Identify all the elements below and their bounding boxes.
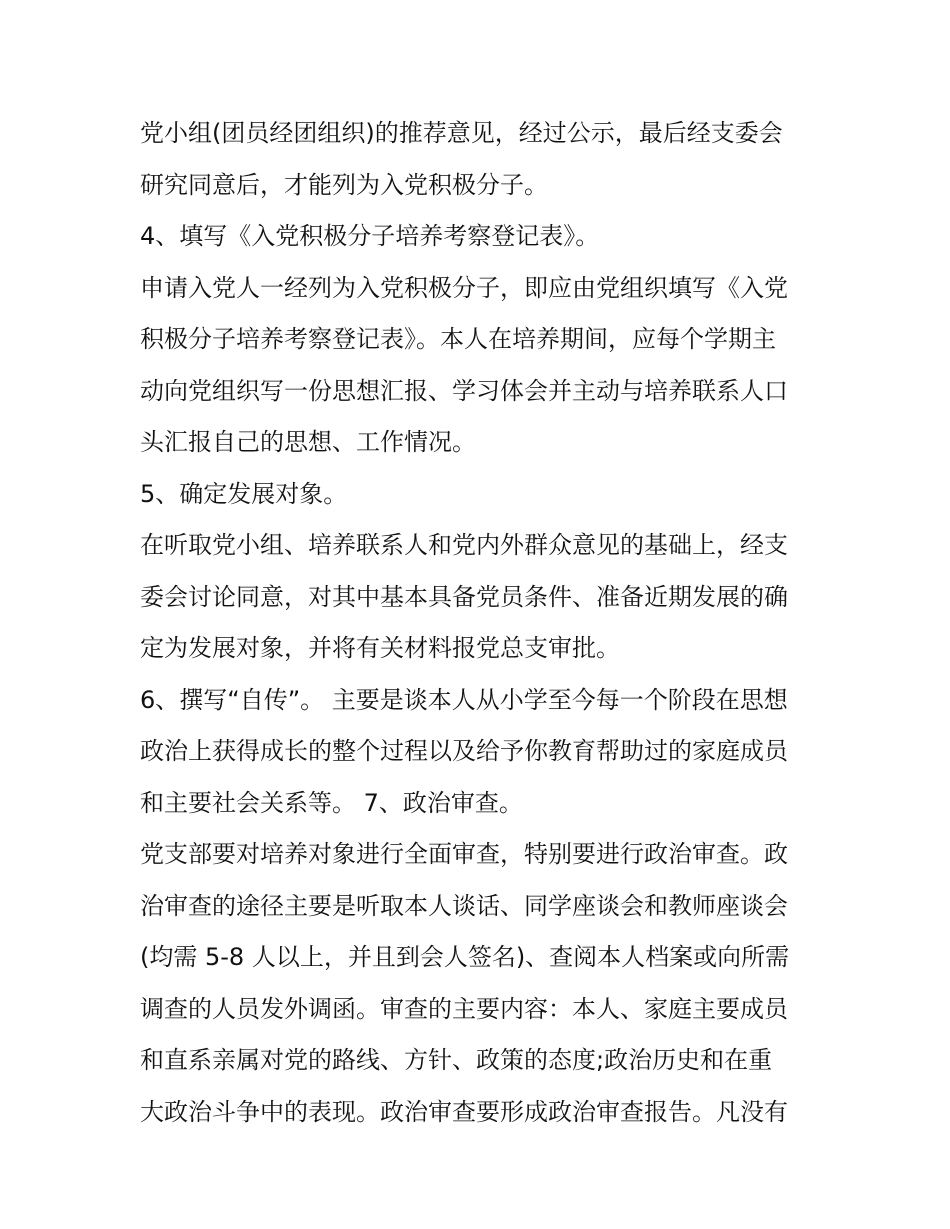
section-heading-4: 4、填写《入党积极分子培养考察登记表》。 xyxy=(140,222,600,250)
text-line: 政治上获得成长的整个过程以及给予你教育帮助过的家庭成员 xyxy=(140,737,788,765)
text-line: 积极分子培养考察登记表》。本人在培养期间，应每个学期主 xyxy=(140,325,776,353)
section-heading-6: 6、撰写“自传”。 主要是谈本人从小学至今每一个阶段在思想 xyxy=(140,685,788,714)
text-line: 申请入党人一经列为入党积极分子，即应由党组织填写《入党 xyxy=(140,273,788,302)
section-heading-7: 和主要社会关系等。 7、政治审查。 xyxy=(140,788,523,817)
text-line: 和直系亲属对党的路线、方针、政策的态度;政治历史和在重 xyxy=(140,1046,773,1074)
text-line: 调查的人员发外调函。审查的主要内容：本人、家庭主要成员 xyxy=(140,994,788,1023)
text-line: 党支部要对培养对象进行全面审查，特别要进行政治审查。政 xyxy=(140,840,788,868)
document-body xyxy=(140,108,830,1138)
section-heading-5: 5、确定发展对象。 xyxy=(140,479,348,508)
text-line: 治审查的途径主要是听取本人谈话、同学座谈会和教师座谈会 xyxy=(140,891,788,920)
text-line: 定为发展对象，并将有关材料报党总支审批。 xyxy=(140,634,620,662)
text-line: 研究同意后，才能列为入党积极分子。 xyxy=(140,170,548,199)
text-line: 在听取党小组、培养联系人和党内外群众意见的基础上，经支 xyxy=(140,531,788,559)
text-line: 大政治斗争中的表现。政治审查要形成政治审查报告。凡没有 xyxy=(140,1097,788,1126)
text-line: 委会讨论同意，对其中基本具备党员条件、准备近期发展的确 xyxy=(140,582,788,611)
text-line: 头汇报自己的思想、工作情况。 xyxy=(140,428,476,456)
text-line: 党小组(团员经团组织)的推荐意见，经过公示，最后经支委会 xyxy=(140,119,783,147)
text-line: (均需 5-8 人以上，并且到会人签名)、查阅本人档案或向所需 xyxy=(140,943,790,971)
text-line: 动向党组织写一份思想汇报、学习体会并主动与培养联系人口 xyxy=(140,376,788,405)
